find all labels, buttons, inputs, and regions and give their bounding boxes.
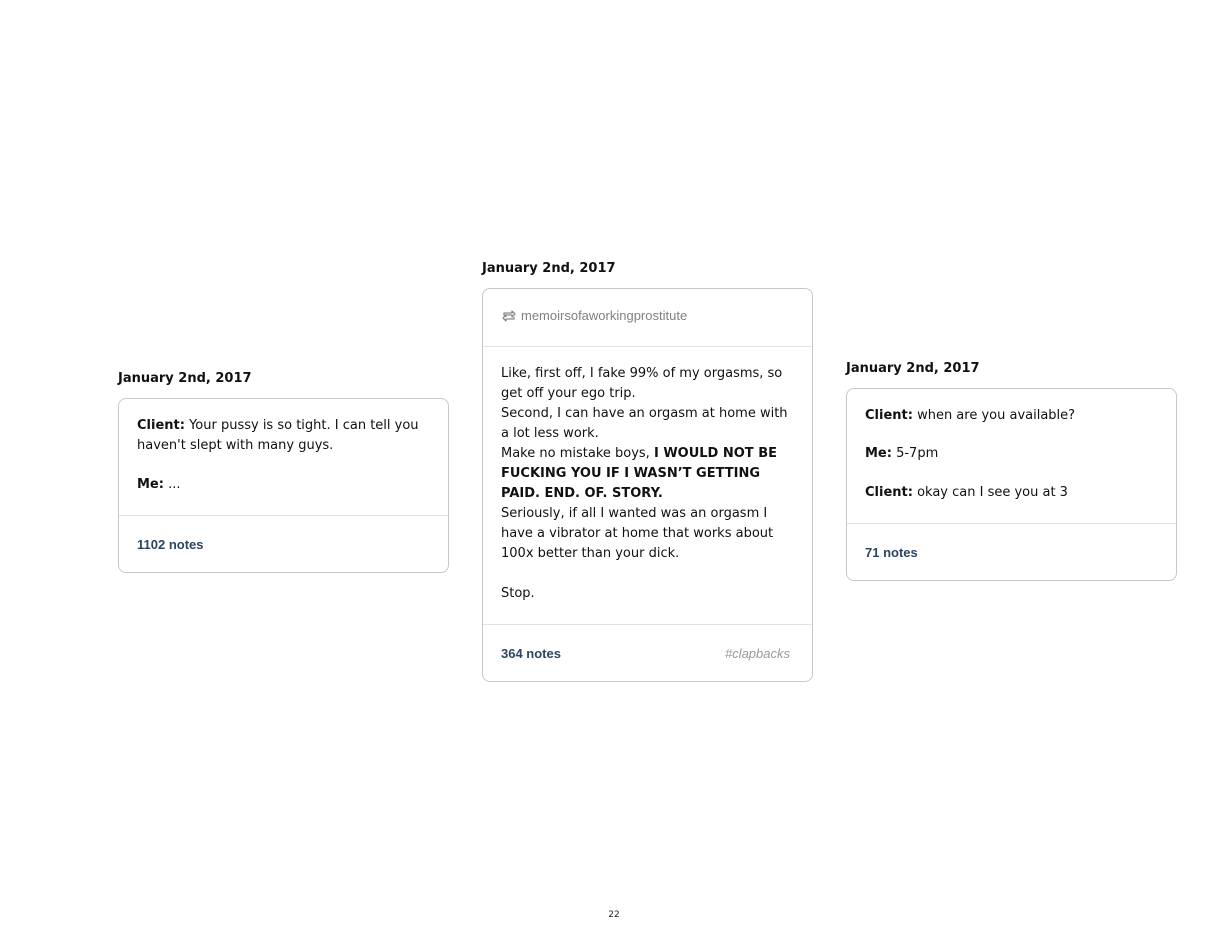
post-body — [483, 347, 812, 624]
reblog-username[interactable]: memoirsofaworkingprostitute — [521, 308, 688, 323]
post-tag[interactable]: #clapbacks — [724, 645, 790, 661]
speaker-label: Client: — [865, 408, 913, 423]
post-card — [482, 288, 813, 682]
post-card — [846, 388, 1177, 581]
post-body — [847, 389, 1176, 523]
speaker-label: Client: — [865, 485, 913, 500]
notes-count-link[interactable]: 1102 notes — [137, 536, 204, 552]
paragraph-text: Make no mistake boys, — [501, 446, 654, 461]
chat-text: Your pussy is so tight. I can tell you haven't slept with many guys. — [137, 418, 419, 453]
post-card-left — [118, 370, 449, 573]
paragraph: Second, I can have an orgasm at home with a lot less work. — [501, 406, 788, 441]
post-date: January 2nd, 2017 — [118, 371, 252, 386]
chat-line — [865, 444, 1158, 464]
post-footer — [119, 515, 448, 572]
chat-text: ... — [163, 477, 181, 492]
chat-text: when are you available? — [912, 408, 1076, 423]
chat-text: 5-7pm — [891, 446, 939, 461]
page-number: 22 — [608, 910, 620, 920]
paragraph: Like, first off, I fake 99% of my orgasms, so get off your ego trip. — [501, 366, 783, 401]
post-date: January 2nd, 2017 — [482, 261, 616, 276]
paragraph — [501, 444, 794, 504]
chat-line — [137, 416, 430, 456]
paragraph: Seriously, if all I wanted was an orgasm I have a vibrator at home that works about 100x better than your dick. — [501, 506, 774, 561]
chat-line — [865, 406, 1158, 426]
paragraph: Stop. — [501, 586, 535, 601]
chat-line — [137, 475, 430, 495]
post-card-middle — [482, 260, 813, 682]
reblog-header[interactable] — [483, 289, 812, 347]
reblog-icon — [502, 310, 516, 322]
post-footer — [483, 624, 812, 681]
notes-count-link[interactable]: 71 notes — [865, 544, 918, 560]
post-body — [119, 399, 448, 515]
speaker-label: Me: — [137, 477, 164, 492]
chat-text: okay can I see you at 3 — [912, 485, 1068, 500]
speaker-label: Client: — [137, 418, 185, 433]
bold-statement: I WOULD NOT BE FUCKING YOU IF I WASN’T GETTING PAID. END. OF. STORY. — [501, 446, 777, 501]
speaker-label: Me: — [865, 446, 892, 461]
post-card — [118, 398, 449, 573]
chat-line — [865, 483, 1158, 503]
post-card-right — [846, 360, 1177, 581]
notes-count-link[interactable]: 364 notes — [501, 645, 561, 661]
post-footer — [847, 523, 1176, 580]
post-date: January 2nd, 2017 — [846, 361, 980, 376]
